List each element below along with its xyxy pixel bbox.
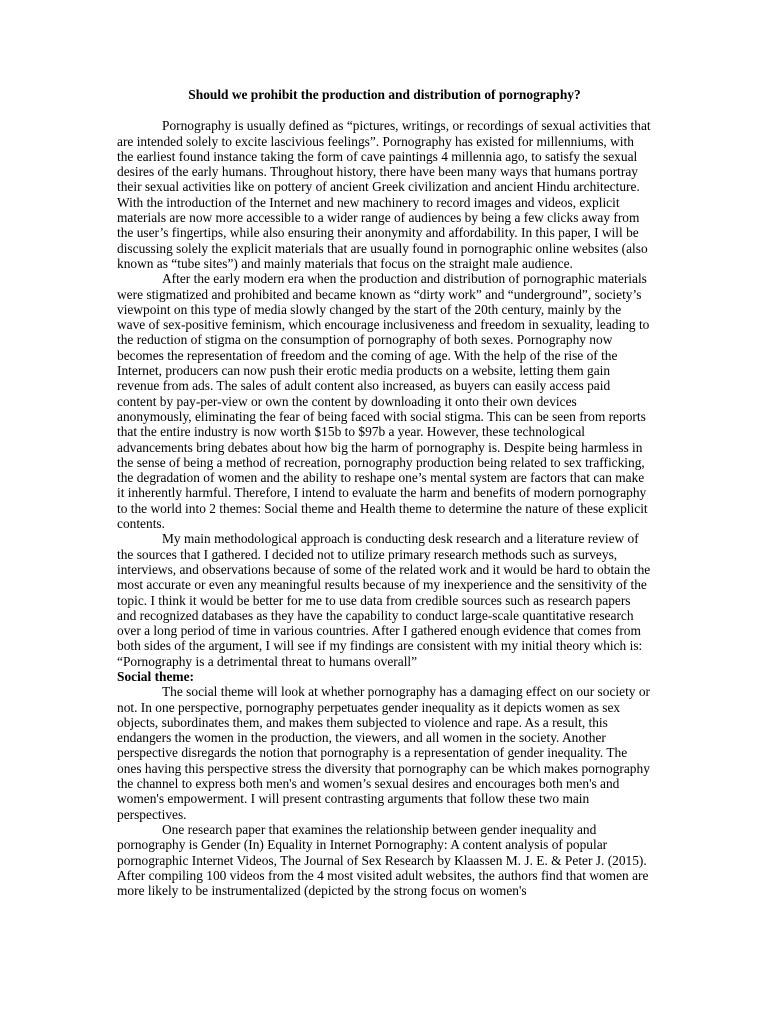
document-page: [117, 87, 652, 898]
paragraph-social-1: The social theme will look at whether pornography has a damaging effect on our society or not. In one perspective, pornography perpetuates gender inequality as it depicts women as sex objects, subordinates them, and makes them subjected to violence and rape. As a result, this endangers the women in the production, the viewers, and all women in the society. Another perspective disregards the notion that pornography is a representation of gender inequality. The ones having this perspective stress the diversity that pornography can be which makes pornography the channel to express both men's and women’s sexual desires and encourages both men's and women's empowerment. I will present contrasting arguments that follow these two main perspectives.: [117, 684, 650, 822]
paragraph-intro-1: Pornography is usually defined as “pictures, writings, or recordings of sexual activities that are intended solely to excite lascivious feelings”. Pornography has existed for millenniums, with the earliest found instance taking the form of cave paintings 4 millennia ago, to satisfy the sexual desires of the early humans. Throughout history, there have been many ways that humans portray their sexual activities like on pottery of ancient Greek civilization and ancient Hindu architecture. With the introduction of the Internet and new machinery to record images and videos, explicit materials are now more accessible to a wider range of audiences by being a few clicks away from the user’s fingertips, while also ensuring their anonymity and affordability. In this paper, I will be discussing solely the explicit materials that are usually found in pornographic online websites (also known as “tube sites”) and mainly materials that focus on the straight male audience.: [117, 118, 651, 271]
paragraph-intro-3: My main methodological approach is conducting desk research and a literature review of the sources that I gathered. I decided not to utilize primary research methods such as surveys, interviews, and observations because of some of the related work and it would be hard to obtain the most accurate or even any meaningful results because of my inexperience and the sensitivity of the topic. I think it would be better for me to use data from credible sources such as research papers and recognized databases as they have the capability to conduct large-scale quantitative research over a long period of time in various countries. After I gathered enough evidence that comes from both sides of the argument, I will see if my findings are consistent with my initial theory which is: “Pornography is a detrimental threat to humans overall”: [117, 531, 651, 669]
paragraph-social-2: One research paper that examines the relationship between gender inequality and pornography is Gender (In) Equality in Internet Pornography: A content analysis of popular pornographic Internet Videos, The Journal of Sex Research by Klaassen M. J. E. & Peter J. (2015). After compiling 100 videos from the 4 most visited adult websites, the authors find that women are more likely to be instrumentalized (depicted by the strong focus on women's: [117, 821, 649, 899]
section-heading-social: Social theme:: [117, 668, 194, 684]
document-title: Should we prohibit the production and distribution of pornography?: [188, 87, 581, 102]
paragraph-intro-2: After the early modern era when the production and distribution of pornographic materials were stigmatized and prohibited and became known as “dirty work” and “underground”, society’s viewpoint on this type of media slowly changed by the start of the 20th century, mainly by the wave of sex-positive feminism, which encourage inclusiveness and freedom in sexuality, leading to the reduction of stigma on the consumption of pornography of both sexes. Pornography now becomes the representation of freedom and the coming of age. With the help of the rise of the Internet, producers can now push their erotic media products on a website, letting them gain revenue from ads. The sales of adult content also increased, as buyers can easily access paid content by pay-per-view or own the content by downloading it onto their own devices anonymously, eliminating the fear of being faced with social stigma. This can be seen from reports that the entire industry is now worth $15b to $97b a year. However, these technological advancements bring debates about how big the harm of pornography is. Despite being harmless in the sense of being a method of recreation, pornography production being related to sex trafficking, the degradation of women and the ability to reshape one’s mental system are factors that can make it inherently harmful. Therefore, I intend to evaluate the harm and benefits of modern pornography to the world into 2 themes: Social theme and Health theme to determine the nature of these explicit contents.: [117, 271, 650, 532]
